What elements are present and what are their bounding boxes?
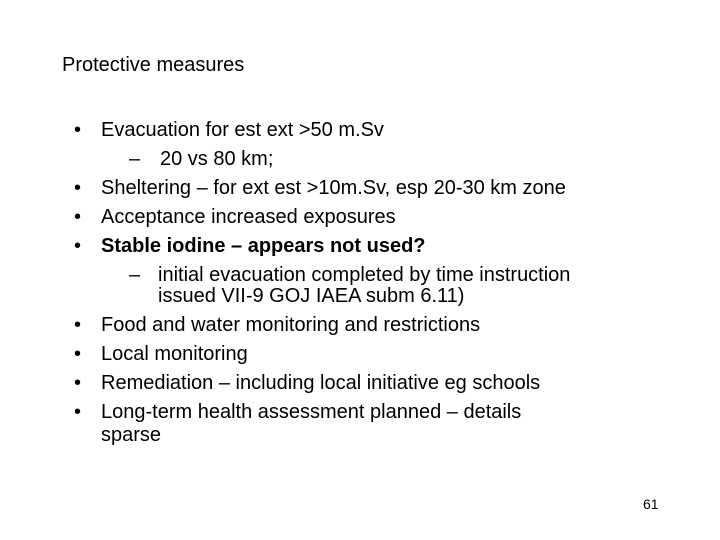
sub-list-item-text: 20 vs 80 km; bbox=[160, 148, 274, 170]
dash-marker: – bbox=[129, 264, 141, 286]
bullet-marker: • bbox=[74, 343, 82, 365]
bullet-marker: • bbox=[74, 206, 82, 228]
dash-marker: – bbox=[129, 148, 141, 170]
sub-list-item-text-continued: issued VII-9 GOJ IAEA subm 6.11) bbox=[158, 285, 465, 307]
bullet-marker: • bbox=[74, 235, 82, 257]
bullet-marker: • bbox=[74, 119, 82, 141]
list-item-text-continued: sparse bbox=[101, 424, 162, 446]
bullet-marker: • bbox=[74, 314, 82, 336]
sub-list-item-text: initial evacuation completed by time instruction bbox=[158, 264, 571, 286]
list-item-text: Long-term health assessment planned – details bbox=[101, 401, 522, 423]
list-item-text-bold: Stable iodine – appears not used? bbox=[101, 235, 426, 257]
bullet-marker: • bbox=[74, 177, 82, 199]
bullet-marker: • bbox=[74, 372, 82, 394]
page-number: 61 bbox=[643, 496, 659, 512]
list-item-text: Local monitoring bbox=[101, 343, 248, 365]
list-item-text: Acceptance increased exposures bbox=[101, 206, 396, 228]
list-item-text: Remediation – including local initiative eg schools bbox=[101, 372, 541, 394]
slide-title: Protective measures bbox=[62, 54, 245, 76]
list-item-text: Food and water monitoring and restrictions bbox=[101, 314, 481, 336]
list-item-text: Evacuation for est ext >50 m.Sv bbox=[101, 119, 384, 141]
list-item-text: Sheltering – for ext est >10m.Sv, esp 20-30 km zone bbox=[101, 177, 566, 199]
bullet-marker: • bbox=[74, 401, 82, 423]
